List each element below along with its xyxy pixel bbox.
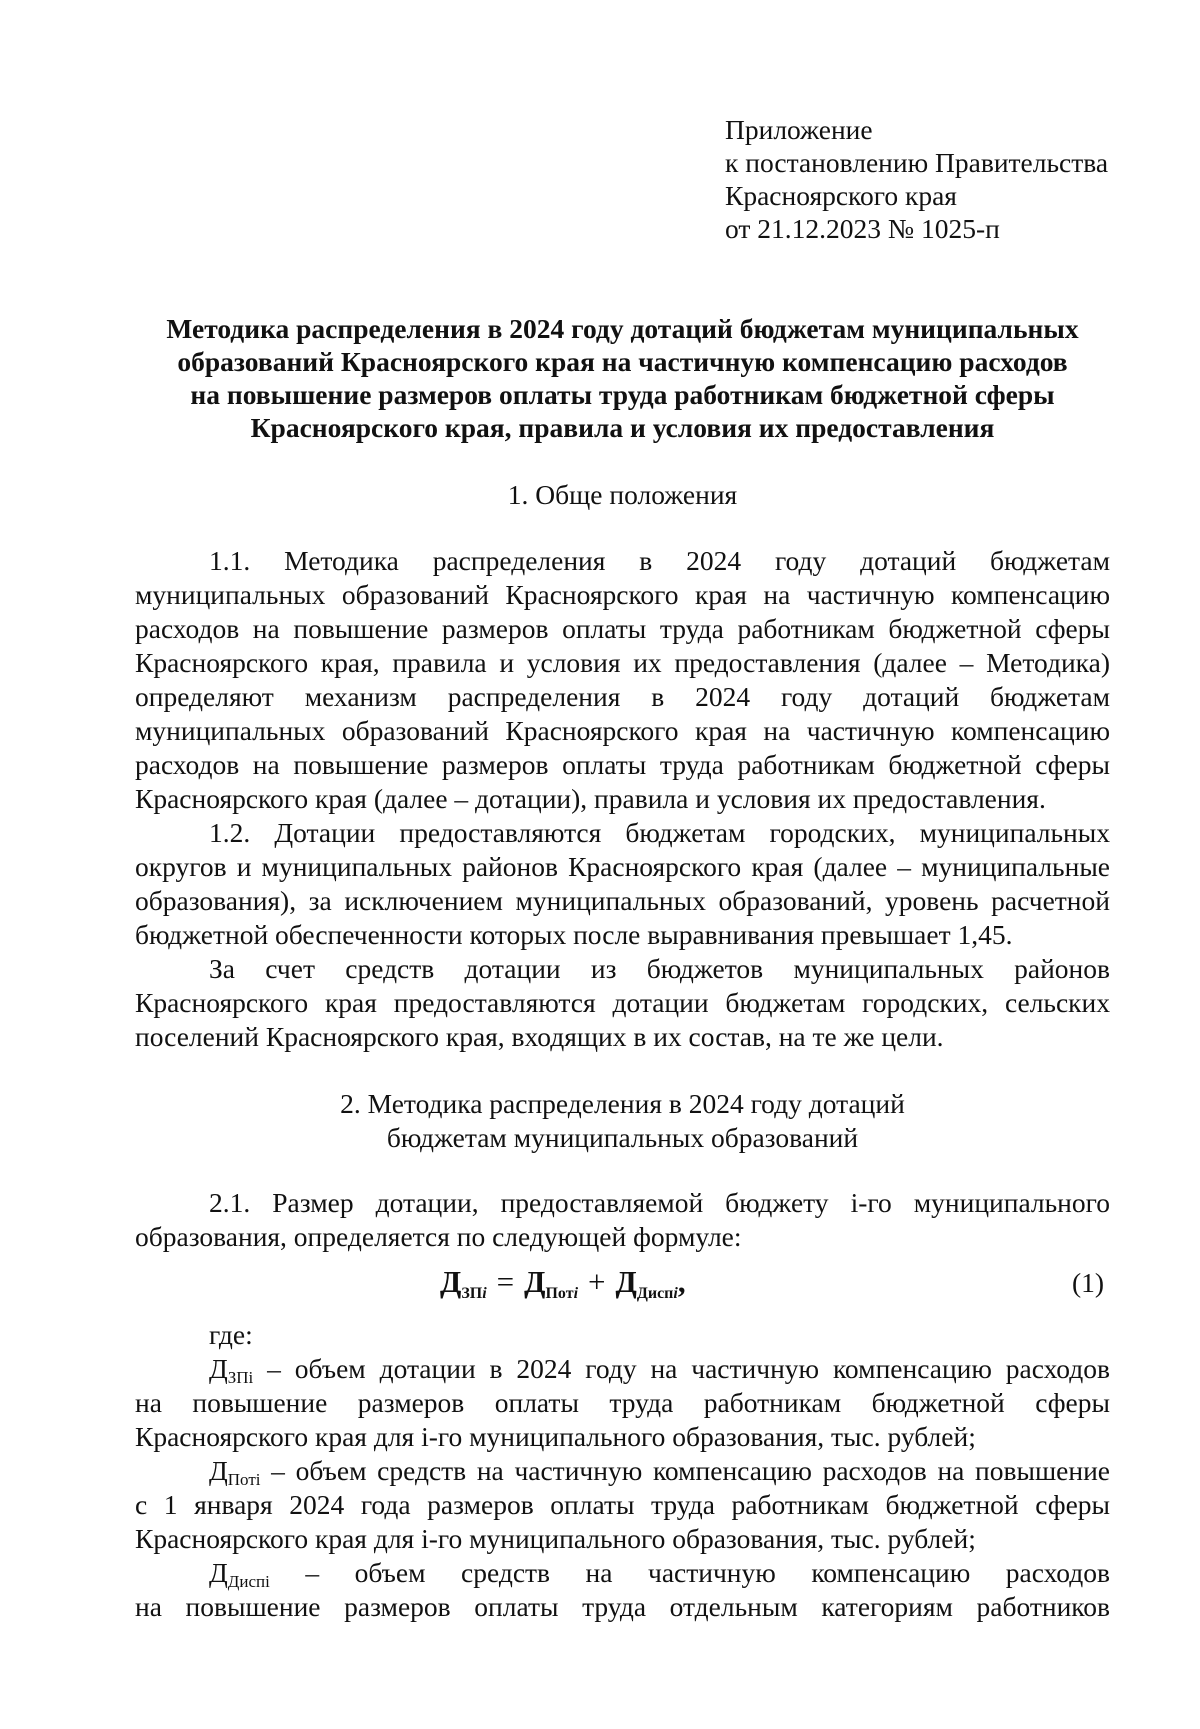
paragraph-line: расходов на повышение размеров оплаты труда работникам бюджетной сферы (135, 613, 1110, 644)
definition-symbol: Д (209, 1455, 228, 1486)
paragraph-line: поселений Красноярского края, входящих в их состав, на те же цели. (135, 1021, 944, 1052)
formula-plus: + (588, 1264, 606, 1299)
paragraph-line: Красноярского края предоставляются дотации бюджетам городских, сельских (135, 987, 1110, 1018)
definition-line: Красноярского края для i-го муниципального образования, тыс. рублей; (135, 1421, 976, 1452)
formula-term-sub: Дисп (636, 1285, 674, 1302)
definition-text: – объем дотации в 2024 году на частичную компенсацию расходов (253, 1353, 1110, 1384)
paragraph-line: муниципальных образований Красноярского края на частичную компенсацию (135, 579, 1110, 610)
paragraph-line: образования), за исключением муниципальных образований, уровень расчетной (135, 885, 1110, 916)
definition-line: на повышение размеров оплаты труда работникам бюджетной сферы (135, 1387, 1110, 1418)
formula-term: Д (615, 1264, 637, 1299)
paragraph-line: За счет средств дотации из бюджетов муниципальных районов (209, 953, 1110, 984)
definition-symbol-sub: ЗПi (227, 1368, 254, 1387)
appendix-line: к постановлению Правительства (725, 147, 1109, 178)
paragraph-line: округов и муниципальных районов Красноярского края (далее – муниципальные (135, 851, 1110, 882)
formula-lhs-sub: ЗП (461, 1285, 483, 1302)
formula (440, 1262, 780, 1314)
section-heading: 1. Обще положения (507, 479, 738, 510)
formula-index: i (482, 1285, 487, 1302)
formula-lhs: Д (440, 1264, 462, 1299)
formula-term: Д (524, 1264, 546, 1299)
formula-equals: = (496, 1264, 515, 1299)
definition-line: на повышение размеров оплаты труда отдельным категориям работников (135, 1591, 1110, 1622)
paragraph-line: Красноярского края (далее – дотации), правила и условия их предоставления. (135, 783, 1046, 814)
paragraph-line: 1.2. Дотации предоставляются бюджетам городских, муниципальных (209, 817, 1110, 848)
definition-line: с 1 января 2024 года размеров оплаты труда работникам бюджетной сферы (135, 1489, 1110, 1520)
section-heading-line: 2. Методика распределения в 2024 году дотаций (340, 1088, 905, 1119)
paragraph-line: бюджетной обеспеченности которых после выравнивания превышает 1,45. (135, 919, 1013, 950)
formula-comma: , (677, 1264, 686, 1299)
section-heading-line: бюджетам муниципальных образований (386, 1122, 859, 1153)
paragraph-line: Красноярского края, правила и условия их предоставления (далее – Методика) (135, 647, 1110, 678)
title-line: образований Красноярского края на частичную компенсацию расходов (177, 346, 1068, 377)
definition-line: Красноярского края для i-го муниципального образования, тыс. рублей; (135, 1523, 976, 1554)
appendix-line: Приложение (725, 114, 873, 145)
definition-text: – объем средств на частичную компенсацию расходов на повышение (260, 1455, 1110, 1486)
where-label: где: (209, 1319, 253, 1350)
paragraph-line: определяют механизм распределения в 2024 году дотаций бюджетам (135, 681, 1110, 712)
formula-term-sub: Пот (545, 1285, 574, 1302)
definition-text: – объем средств на частичную компенсацию расходов (269, 1557, 1110, 1588)
appendix-line: Красноярского края (725, 180, 957, 211)
definition-symbol-sub: Диспi (227, 1572, 270, 1591)
paragraph-line: 1.1. Методика распределения в 2024 году дотаций бюджетам (209, 545, 1110, 576)
title-line: на повышение размеров оплаты труда работникам бюджетной сферы (190, 379, 1055, 410)
title-line: Красноярского края, правила и условия их предоставления (250, 412, 995, 443)
formula-index: i (573, 1285, 579, 1302)
definition-symbol-sub: Потi (227, 1470, 261, 1489)
appendix-line: от 21.12.2023 № 1025-п (725, 213, 1000, 244)
definition-symbol: Д (209, 1557, 228, 1588)
paragraph-line: расходов на повышение размеров оплаты труда работникам бюджетной сферы (135, 749, 1110, 780)
title-line: Методика распределения в 2024 году дотаций бюджетам муниципальных (166, 313, 1079, 344)
formula-number: (1) (1072, 1267, 1105, 1298)
paragraph-line: образования, определяется по следующей формуле: (135, 1221, 742, 1252)
paragraph-line: 2.1. Размер дотации, предоставляемой бюджету i-го муниципального (209, 1187, 1110, 1218)
definition-symbol: Д (209, 1353, 228, 1384)
formula-index: i (673, 1285, 678, 1302)
paragraph-line: муниципальных образований Красноярского края на частичную компенсацию (135, 715, 1110, 746)
